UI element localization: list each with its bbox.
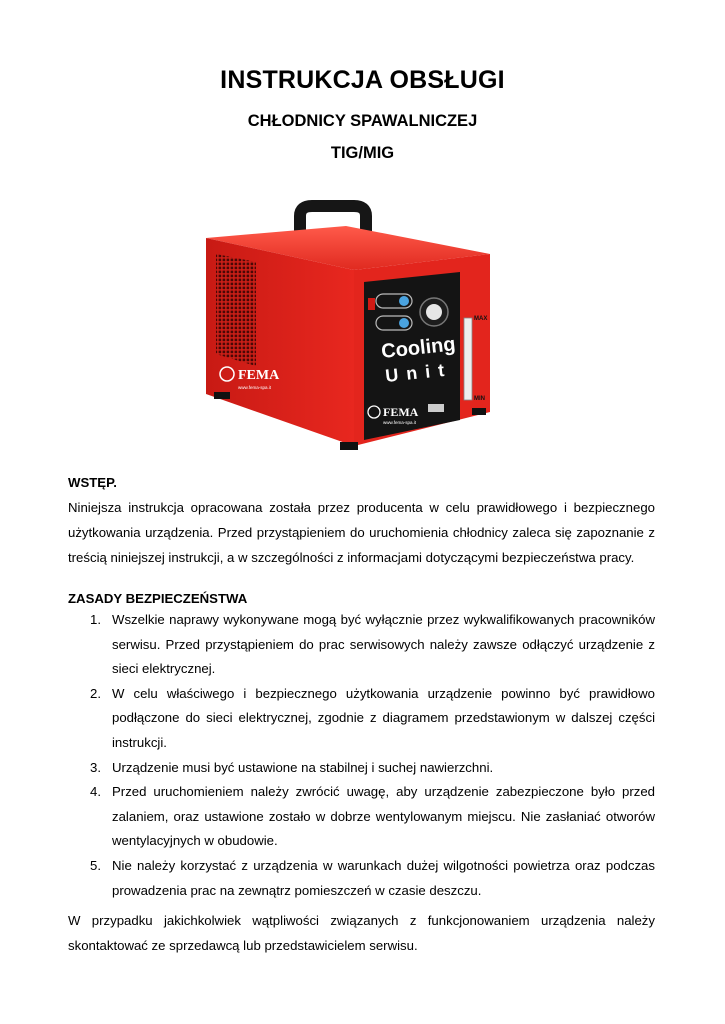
brand-logo-front: FEMA <box>383 405 419 419</box>
list-item-text: Przed uruchomieniem należy zwrócić uwagę, aby urządzenie zabezpieczone było przed zalaniem, oraz ustawione zostało w dobrze wentylowanym miejscu. Nie zasłaniać otworów wentylacyjnych w obudowie. <box>112 784 655 849</box>
list-item-text: Wszelkie naprawy wykonywane mogą być wyłącznie przez wykwalifikowanych pracowników serwisu. Przed przystąpieniem do prac serwisowych należy zawsze odłączyć urządzenie z sieci elektrycznej. <box>112 612 655 677</box>
list-item-number: 2. <box>90 685 101 701</box>
list-item-text: W celu właściwego i bezpiecznego użytkowania urządzenie powinno być prawidłowo podłączone do sieci elektrycznej, zgodnie z diagramem przedstawionym w dalszej części instrukcji. <box>112 685 655 750</box>
website-front: www.fema-spa.it <box>383 420 417 425</box>
document-title: INSTRUKCJA OBSŁUGI <box>220 66 505 94</box>
safety-heading: ZASADY BEZPIECZEŃSTWA <box>68 591 248 606</box>
list-item <box>68 854 655 903</box>
list-item-text: Urządzenie musi być ustawione na stabilnej i suchej nawierzchni. <box>112 759 494 775</box>
ventilation-grille <box>216 254 256 366</box>
list-item-number: 3. <box>90 759 101 775</box>
closing-paragraph: W przypadku jakichkolwiek wątpliwości związanych z funkcjonowaniem urządzenia należy skontaktować ze sprzedawcą lub przedstawicielem serwisu. <box>68 913 655 953</box>
list-item-number: 5. <box>90 857 101 873</box>
cooling-unit-image <box>194 198 504 460</box>
list-item <box>68 682 655 756</box>
intro-heading: WSTĘP. <box>68 475 117 490</box>
website-side: www.fema-spa.it <box>238 385 272 390</box>
intro-paragraph: Niniejsza instrukcja opracowana została przez producenta w celu prawidłowego i bezpiecznego użytkowania urządzenia. Przed przystąpieniem do uruchomienia chłodnicy zaleca się zapoznanie z treścią niniejszej instrukcji, a w szczególności z informacjami dotyczącymi bezpieczeństwa pracy. <box>68 500 655 565</box>
safety-rules-list <box>68 608 655 903</box>
list-item-number: 4. <box>90 784 101 800</box>
level-min-label: MIN <box>474 396 485 402</box>
list-item-text: Nie należy korzystać z urządzenia w warunkach dużej wilgotności powietrza oraz podczas prowadzenia prac na zewnątrz pomieszczeń w czasie deszczu. <box>112 857 655 898</box>
document-subtitle: CHŁODNICY SPAWALNICZEJ <box>247 112 478 130</box>
level-max-label: MAX <box>474 316 488 322</box>
panel-label-unit: Unit <box>384 359 454 386</box>
list-item <box>68 756 655 781</box>
panel-label-cooling: Cooling <box>380 333 457 363</box>
list-item-number: 1. <box>90 612 101 627</box>
list-item <box>68 780 655 854</box>
document-model: TIG/MIG <box>330 144 395 162</box>
list-item <box>68 608 655 682</box>
brand-logo-side: FEMA <box>238 368 280 383</box>
level-gauge <box>464 318 472 400</box>
